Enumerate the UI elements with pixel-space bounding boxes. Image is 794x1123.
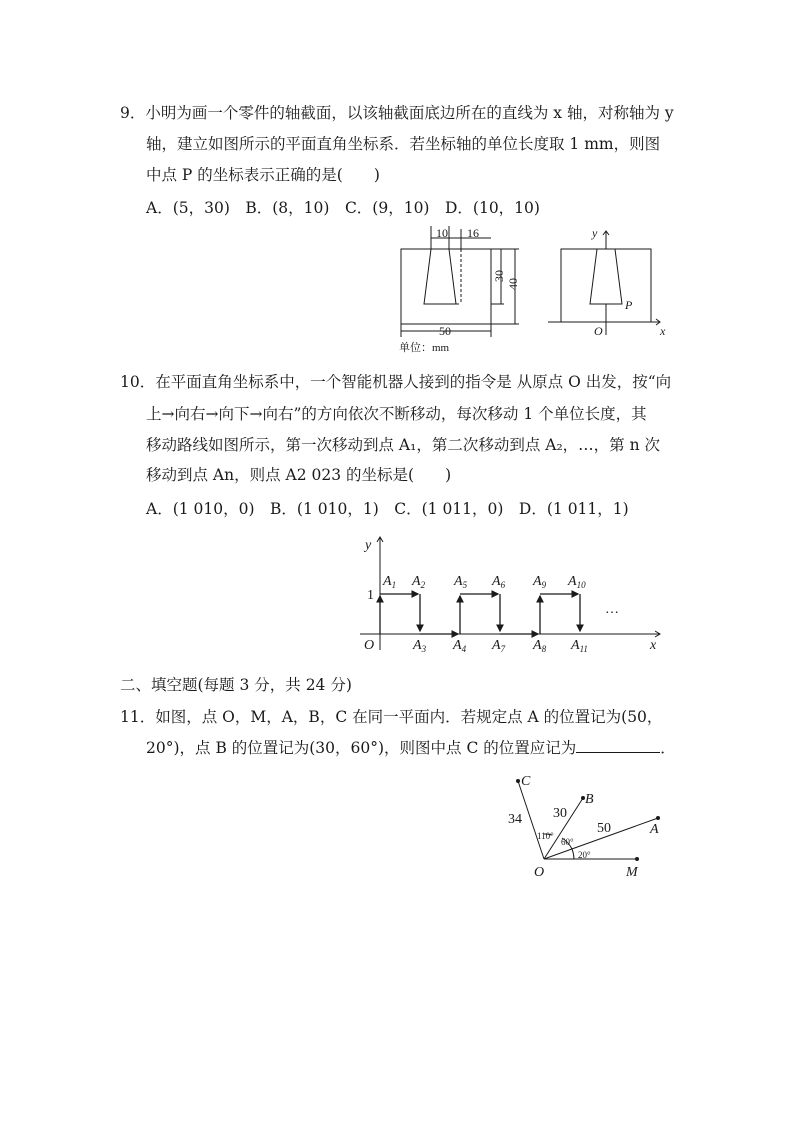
q11-point-o: O xyxy=(534,865,545,880)
q11-len-c: 34 xyxy=(508,812,522,827)
q11-point-c: C xyxy=(521,774,531,789)
q9-line-1: 9．小明为画一个零件的轴截面，以该轴截面底边所在的直线为 x 轴，对称轴为 y xyxy=(120,104,674,122)
q9-line-3: 中点 P 的坐标表示正确的是( ) xyxy=(146,166,380,184)
label-a9: $A_9$ xyxy=(533,574,547,590)
dim-10: 10 xyxy=(436,226,448,240)
dim-16: 16 xyxy=(467,226,479,240)
q9-line-2: 轴，建立如图所示的平面直角坐标系．若坐标轴的单位长度取 1 mm，则图 xyxy=(146,135,661,153)
label-a4: $A_4$ xyxy=(453,638,467,654)
q11-point-m: M xyxy=(626,865,638,880)
label-a5: $A_5$ xyxy=(454,574,468,590)
dim-30: 30 xyxy=(492,270,506,282)
part-slot xyxy=(424,249,456,304)
q9-figure-part xyxy=(395,225,525,355)
unit-note: 单位：mm xyxy=(399,342,450,354)
q11-line-2 xyxy=(146,738,676,758)
dim-50: 50 xyxy=(439,324,451,338)
q9-options: A．(5，30) B．(8，10) C．(9，10) D．(10，10) xyxy=(146,199,540,217)
q9-figure-axes xyxy=(548,225,678,340)
q11-len-a: 50 xyxy=(597,821,611,836)
q10-tick-1: 1 xyxy=(367,588,374,603)
q10-x-label: x xyxy=(650,638,657,653)
part-outline xyxy=(401,249,491,324)
label-a8: $A_8$ xyxy=(533,638,547,654)
q11-line-2-text: 20°)，点 B 的位置记为(30，60°)，则图中点 C 的位置应记为 xyxy=(146,739,577,757)
q9-point-p: P xyxy=(625,298,633,312)
q9-y-label: y xyxy=(592,226,598,240)
label-a2: $A_2$ xyxy=(412,574,426,590)
label-a3: $A_3$ xyxy=(413,638,427,654)
label-a11: $A_{11}$ xyxy=(571,638,588,654)
q11-point-a: A xyxy=(650,822,659,837)
q10-ellipsis: … xyxy=(605,602,619,617)
q9-x-label: x xyxy=(660,324,666,338)
label-a7: $A_7$ xyxy=(492,638,506,654)
label-a6: $A_6$ xyxy=(492,574,506,590)
q10-line-4: 移动到点 An，则点 A2 023 的坐标是( ) xyxy=(146,466,452,484)
q10-figure-path xyxy=(355,535,675,660)
q11-figure xyxy=(500,772,680,887)
q10-y-label: y xyxy=(365,538,372,553)
q10-origin: O xyxy=(364,638,375,653)
q10-line-3: 移动路线如图所示，第一次移动到点 A₁，第二次移动到点 A₂，…，第 n 次 xyxy=(146,436,661,454)
q11-answer-blank xyxy=(576,738,660,753)
section-2-heading: 二、填空题(每题 3 分，共 24 分) xyxy=(120,676,352,694)
q11-angle-20: 20° xyxy=(578,850,591,860)
q10-line-2: 上→向右→向下→向右”的方向依次不断移动，每次移动 1 个单位长度，其 xyxy=(146,405,647,423)
q11-angle-60: 60° xyxy=(561,837,574,847)
q11-point-b: B xyxy=(585,792,594,807)
label-a10: $A_{10}$ xyxy=(568,574,586,590)
q11-line-1: 11．如图，点 O，M，A，B，C 在同一平面内．若规定点 A 的位置记为(50， xyxy=(120,708,663,726)
q10-options: A．(1 010，0) B．(1 010，1) C．(1 011，0) D．(1 011，1) xyxy=(146,500,629,518)
q11-angle-110: 110° xyxy=(537,831,554,841)
q11-line-2-end: ． xyxy=(660,739,676,757)
q11-len-b: 30 xyxy=(553,806,567,821)
q9-origin: O xyxy=(594,324,603,338)
dim-40: 40 xyxy=(506,278,520,290)
q10-line-1: 10．在平面直角坐标系中，一个智能机器人接到的指令是 从原点 O 出发，按“向 xyxy=(120,373,672,391)
label-a1: $A_1$ xyxy=(383,574,397,590)
